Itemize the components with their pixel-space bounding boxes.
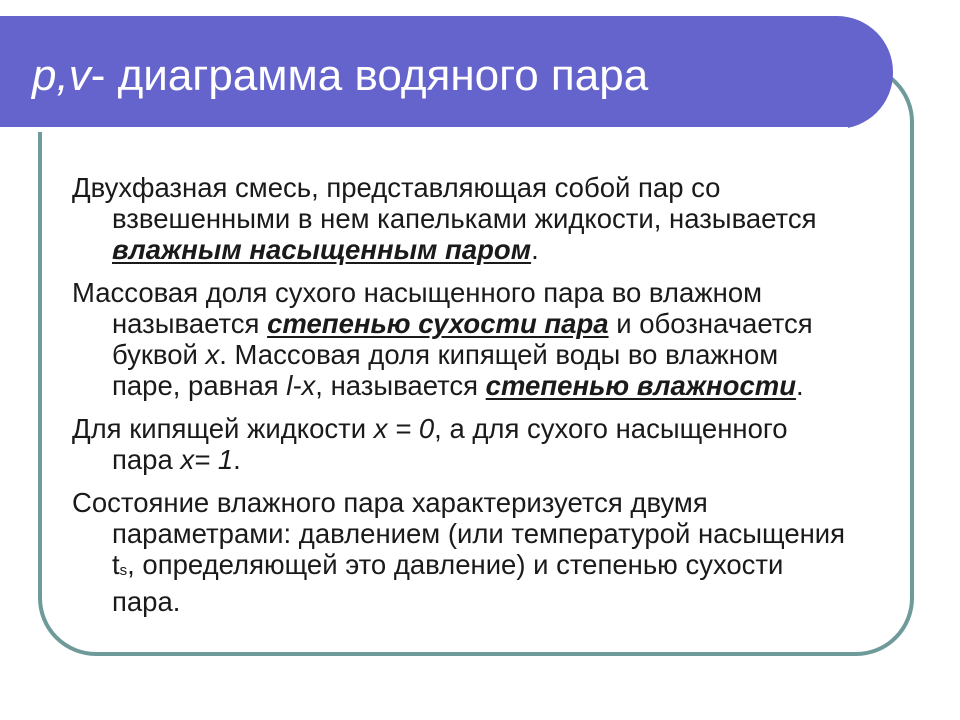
subscript-s: s [119,562,128,579]
paragraph-state-parameters [72,487,852,617]
slide-title-italic: p,v [32,51,91,100]
paragraph-dryness [72,277,852,401]
p3-text-3: . [233,444,241,475]
var-x: x [205,339,220,370]
term-dryness-degree: степенью сухости пара [267,308,609,339]
p1-text-after: . [531,234,539,265]
term-wetness-degree: степенью влажности [485,370,797,401]
paragraph-boundaries [72,413,852,475]
expr-x-equals-1: x= 1 [180,444,234,475]
term-wet-saturated-steam: влажным насыщенным паром [112,234,532,265]
slide-title-rest: - диаграмма водяного пара [90,51,649,100]
slide-body [72,172,852,629]
p4-text-2: , определяющей это давление) и степенью сухости пара. [112,549,784,617]
p3-text-2: , а для сухого насыщенного пара [112,413,788,475]
slide-title [32,50,648,102]
p2-text-1: Массовая доля сухого насыщенного пара во влажном называется [72,277,763,339]
p1-text-before: Двухфазная смесь, представляющая собой пар со взвешенными в нем капельками жидкости, называется [72,172,817,234]
paragraph-wet-steam [72,172,852,265]
title-underline [0,127,848,132]
expr-one-minus-x: l-x [286,370,316,401]
p2-text-5: . [796,370,804,401]
p2-text-3: . Массовая доля кипящей воды во влажном паре, равная [112,339,779,401]
p3-text-1: Для кипящей жидкости [72,413,374,444]
p2-text-2: и обозначается буквой [112,308,813,370]
expr-x-equals-0: x = 0 [373,413,435,444]
p4-text-1: Состояние влажного пара характеризуется двумя параметрами: давлением (или температурой насыщения t [72,487,846,580]
p2-text-4: , называется [315,370,486,401]
